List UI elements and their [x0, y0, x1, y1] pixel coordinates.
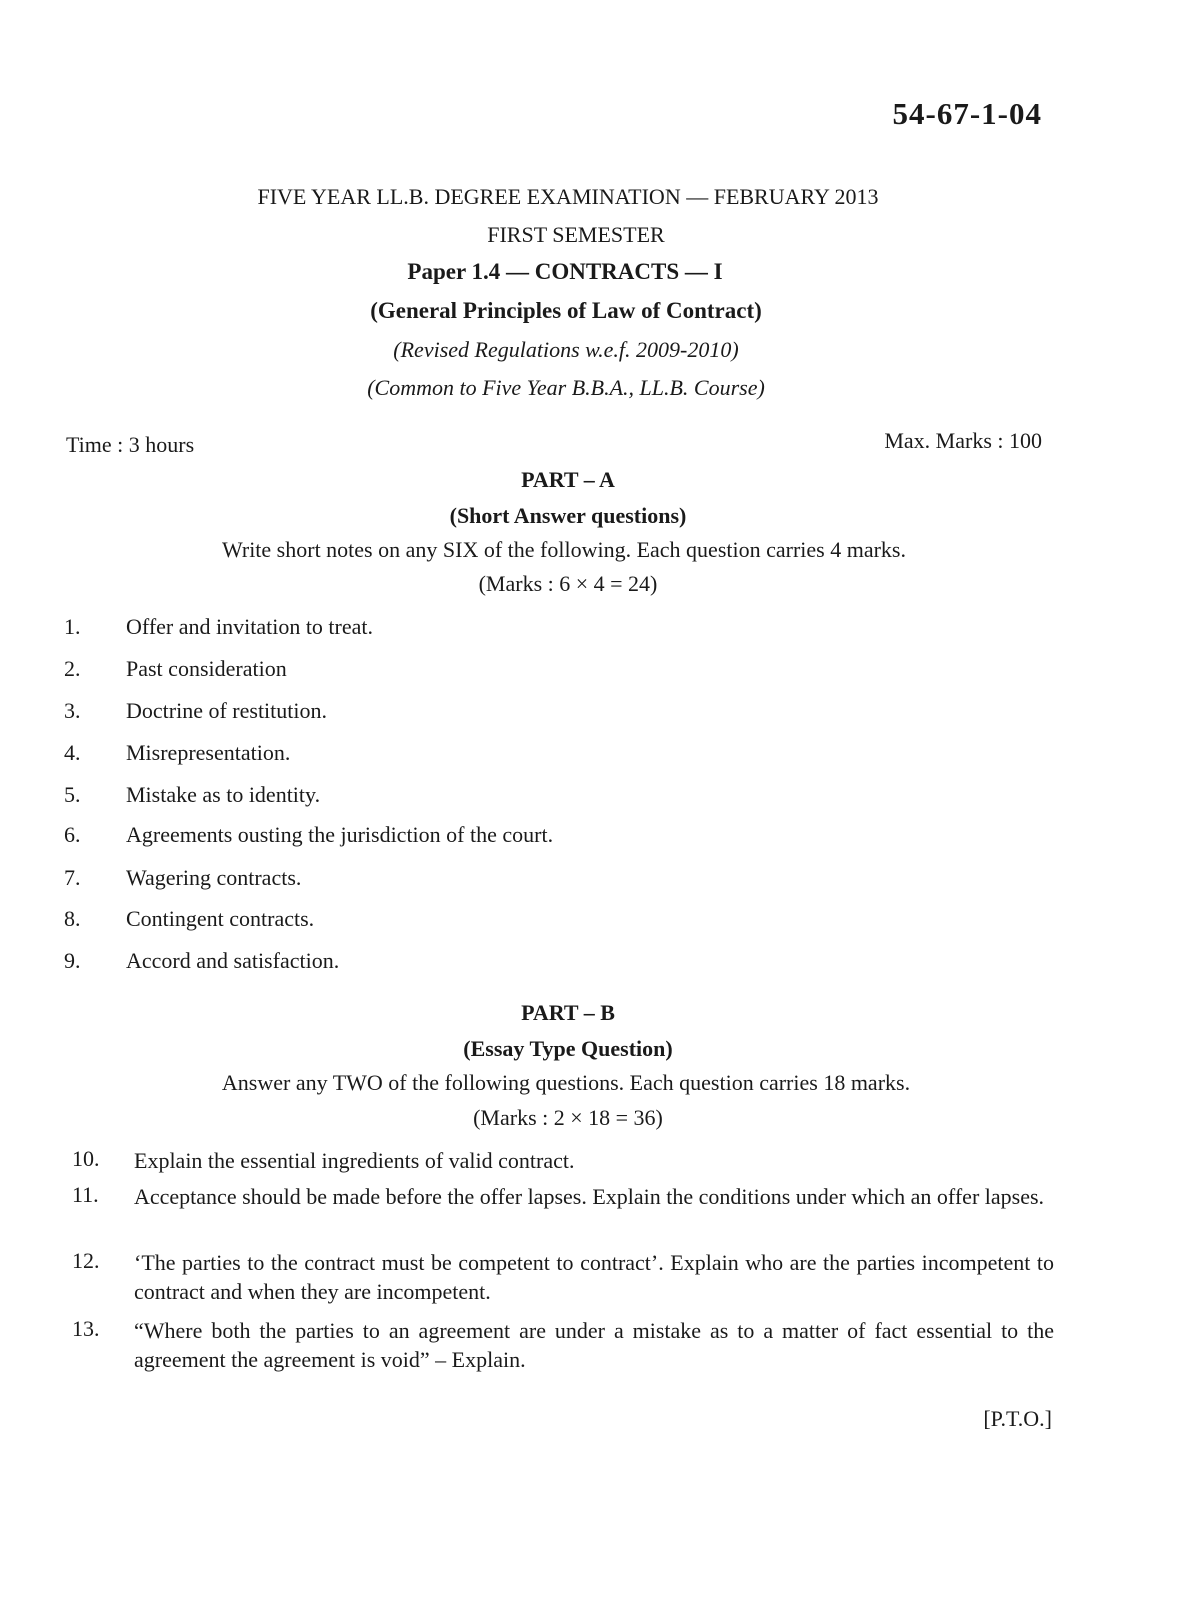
question-item	[64, 740, 964, 770]
paper-code: 54-67-1-04	[892, 96, 1042, 131]
part-a-instruction: Write short notes on any SIX of the following. Each question carries 4 marks.	[221, 537, 906, 562]
question-number: 5.	[64, 782, 81, 807]
question-text: Misrepresentation.	[126, 740, 291, 765]
question-item	[64, 614, 964, 644]
question-text: Mistake as to identity.	[126, 782, 321, 807]
question-item	[64, 822, 964, 852]
question-text: Wagering contracts.	[126, 865, 302, 890]
question-number: 3.	[64, 698, 81, 723]
question-item	[72, 1316, 1056, 1376]
time-allowed: Time : 3 hours	[66, 432, 195, 457]
semester: FIRST SEMESTER	[487, 222, 665, 247]
question-text: Contingent contracts.	[126, 906, 315, 931]
please-turn-over: [P.T.O.]	[983, 1406, 1052, 1431]
part-b-subtitle: (Essay Type Question)	[463, 1036, 673, 1061]
max-marks: Max. Marks : 100	[884, 428, 1042, 453]
paper-title: Paper 1.4 — CONTRACTS — I	[407, 259, 723, 284]
question-number: 9.	[64, 948, 81, 973]
question-text: “Where both the parties to an agreement are under a mistake as to a matter of fact essential to the agreement the agreement is void” – Explain.	[134, 1318, 1054, 1372]
part-b-instruction: Answer any TWO of the following questions. Each question carries 18 marks.	[221, 1070, 911, 1095]
question-number: 13.	[72, 1316, 100, 1341]
question-number: 11.	[72, 1182, 99, 1207]
question-number: 1.	[64, 614, 81, 639]
question-number: 8.	[64, 906, 81, 931]
question-text: ‘The parties to the contract must be competent to contract’. Explain who are the parties incompetent to contract and when they are incompetent.	[134, 1250, 1054, 1304]
question-number: 7.	[64, 865, 81, 890]
question-text: Explain the essential ingredients of valid contract.	[134, 1148, 575, 1173]
question-text: Agreements ousting the jurisdiction of the court.	[126, 822, 554, 847]
common-to: (Common to Five Year B.B.A., LL.B. Course)	[367, 375, 765, 400]
question-item	[72, 1182, 1056, 1242]
question-item	[64, 948, 964, 978]
question-item	[64, 656, 964, 686]
question-text: Offer and invitation to treat.	[126, 614, 374, 639]
part-a-title: PART – A	[521, 467, 615, 492]
question-item	[72, 1146, 1056, 1176]
question-item	[72, 1248, 1056, 1308]
regulations: (Revised Regulations w.e.f. 2009-2010)	[393, 337, 739, 362]
question-text: Past consideration	[126, 656, 287, 681]
question-number: 2.	[64, 656, 81, 681]
question-text: Acceptance should be made before the offer lapses. Explain the conditions under which an offer lapses.	[134, 1184, 1045, 1209]
question-number: 4.	[64, 740, 81, 765]
question-text: Doctrine of restitution.	[126, 698, 328, 723]
question-item	[64, 865, 964, 895]
subject-title: (General Principles of Law of Contract)	[370, 298, 762, 323]
question-number: 12.	[72, 1248, 100, 1273]
question-number: 10.	[72, 1146, 100, 1171]
part-a-subtitle: (Short Answer questions)	[449, 503, 687, 528]
question-item	[64, 782, 964, 812]
question-number: 6.	[64, 822, 81, 847]
part-a-marks: (Marks : 6 × 4 = 24)	[478, 571, 658, 596]
exam-title: FIVE YEAR LL.B. DEGREE EXAMINATION — FEBRUARY 2013	[257, 184, 879, 209]
part-b-marks: (Marks : 2 × 18 = 36)	[473, 1105, 663, 1130]
part-b-title: PART – B	[521, 1000, 615, 1025]
question-item	[64, 698, 964, 728]
question-text: Accord and satisfaction.	[126, 948, 340, 973]
question-item	[64, 906, 964, 936]
